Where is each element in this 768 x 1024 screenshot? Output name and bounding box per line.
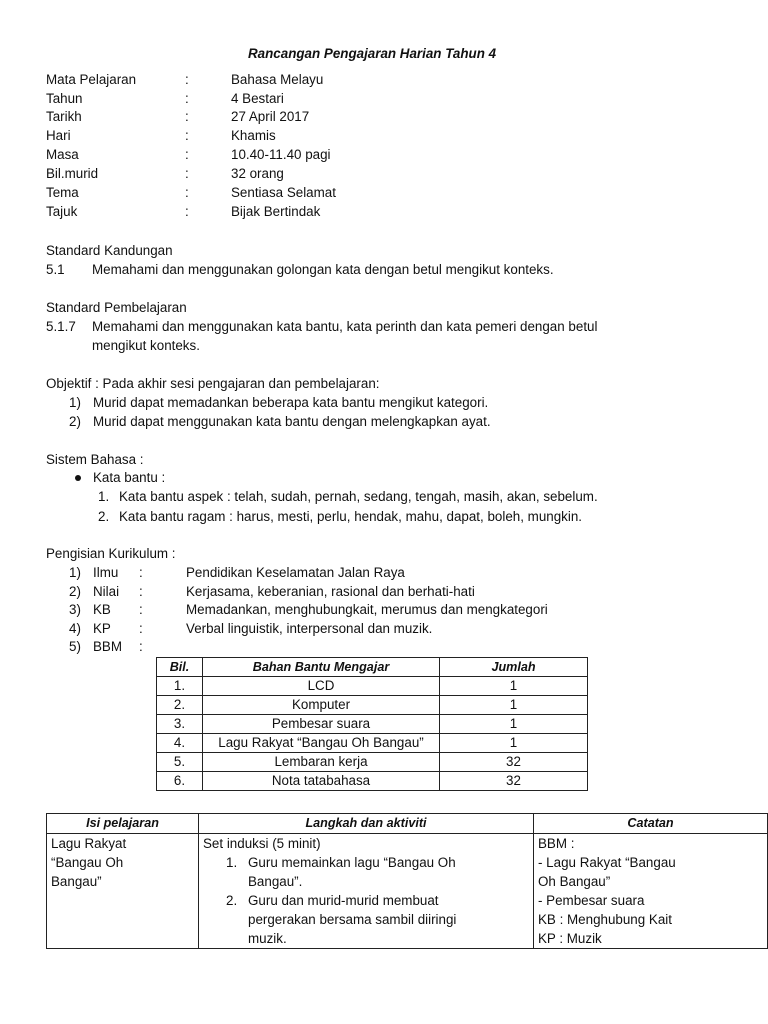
info-label: Hari	[46, 128, 71, 143]
table-cell: Lagu Rakyat “Bangau Oh Bangau”	[203, 734, 440, 753]
table-row	[157, 734, 588, 753]
info-colon: :	[185, 204, 189, 219]
table-cell: 1	[440, 734, 588, 753]
pengisian-num: 2)	[69, 584, 81, 599]
table-header: Bahan Bantu Mengajar	[203, 658, 440, 677]
objektif-num: 2)	[69, 414, 81, 429]
info-row	[46, 204, 446, 223]
isi-cell	[47, 834, 199, 949]
catatan-line: KB : Menghubung Kait	[538, 912, 672, 927]
info-label: Bil.murid	[46, 166, 99, 181]
info-colon: :	[185, 109, 189, 124]
pengisian-value: Pendidikan Keselamatan Jalan Raya	[186, 565, 405, 580]
table-cell: 1	[440, 677, 588, 696]
pengisian-colon: :	[139, 584, 143, 599]
sistem-bahasa-item: Kata bantu ragam : harus, mesti, perlu, hendak, mahu, dapat, boleh, mungkin.	[119, 509, 582, 524]
catatan-line: - Lagu Rakyat “Bangau	[538, 855, 676, 870]
table-cell: Komputer	[203, 696, 440, 715]
table-cell: Lembaran kerja	[203, 753, 440, 772]
pengisian-label: Nilai	[93, 584, 120, 599]
objektif-item: Murid dapat memadankan beberapa kata bantu mengikut kategori.	[93, 395, 489, 410]
standard-pembelajaran-heading: Standard Pembelajaran	[46, 300, 187, 315]
catatan-line: Oh Bangau”	[538, 874, 611, 889]
standard-kandungan-heading: Standard Kandungan	[46, 243, 173, 258]
catatan-cell	[534, 834, 768, 949]
bbm-table	[156, 657, 588, 791]
standard-pembelajaran-num: 5.1.7	[46, 319, 76, 334]
standard-pembelajaran-text: mengikut konteks.	[92, 338, 200, 353]
langkah-cell	[199, 834, 534, 949]
info-value: 27 April 2017	[231, 109, 310, 124]
info-value: Bahasa Melayu	[231, 72, 324, 87]
table-row	[47, 834, 768, 949]
info-label: Mata Pelajaran	[46, 72, 137, 87]
pengisian-num: 3)	[69, 602, 81, 617]
table-row	[157, 772, 588, 791]
info-value: Bijak Bertindak	[231, 204, 321, 219]
pengisian-colon: :	[139, 565, 143, 580]
info-label: Tahun	[46, 91, 83, 106]
info-colon: :	[185, 128, 189, 143]
table-header: Langkah dan aktiviti	[199, 814, 534, 834]
info-row	[46, 128, 446, 147]
info-value: Khamis	[231, 128, 276, 143]
pengisian-colon: :	[139, 602, 143, 617]
catatan-line: BBM :	[538, 836, 575, 851]
info-row	[46, 185, 446, 204]
pengisian-heading: Pengisian Kurikulum :	[46, 546, 176, 561]
info-label: Masa	[46, 147, 79, 162]
langkah-heading: Set induksi (5 minit)	[203, 836, 321, 851]
info-colon: :	[185, 166, 189, 181]
pengisian-value: Kerjasama, keberanian, rasional dan berhati-hati	[186, 584, 475, 599]
langkah-line: muzik.	[248, 931, 287, 946]
table-cell: Pembesar suara	[203, 715, 440, 734]
sistem-bahasa-num: 1.	[98, 489, 110, 504]
langkah-line: Guru memainkan lagu “Bangau Oh	[248, 855, 456, 870]
langkah-line: Guru dan murid-murid membuat	[248, 893, 439, 908]
table-cell: 32	[440, 753, 588, 772]
table-row	[157, 696, 588, 715]
info-value: Sentiasa Selamat	[231, 185, 336, 200]
info-value: 10.40-11.40 pagi	[231, 147, 331, 162]
table-cell: 6.	[157, 772, 203, 791]
pengisian-num: 4)	[69, 621, 81, 636]
catatan-line: KP : Muzik	[538, 931, 602, 946]
table-cell: 4.	[157, 734, 203, 753]
table-header: Jumlah	[440, 658, 588, 677]
pengisian-colon: :	[139, 639, 143, 654]
pengisian-num: 1)	[69, 565, 81, 580]
info-label: Tema	[46, 185, 79, 200]
info-value: 32 orang	[231, 166, 284, 181]
sistem-bahasa-item: Kata bantu aspek : telah, sudah, pernah, sedang, tengah, masih, akan, sebelum.	[119, 489, 598, 504]
table-row	[157, 753, 588, 772]
pengisian-label: BBM	[93, 639, 123, 654]
standard-kandungan-text: Memahami dan menggunakan golongan kata dengan betul mengikut konteks.	[92, 262, 554, 277]
table-header-row	[47, 814, 768, 834]
page-title: Rancangan Pengajaran Harian Tahun 4	[248, 46, 497, 61]
pengisian-label: Ilmu	[93, 565, 119, 580]
table-header: Isi pelajaran	[47, 814, 199, 834]
info-label: Tarikh	[46, 109, 82, 124]
sistem-bahasa-num: 2.	[98, 509, 110, 524]
pengisian-label: KP	[93, 621, 111, 636]
table-row	[157, 715, 588, 734]
pengisian-num: 5)	[69, 639, 81, 654]
sistem-bahasa-heading: Sistem Bahasa :	[46, 452, 144, 467]
table-cell: 1	[440, 715, 588, 734]
bullet-icon	[75, 475, 81, 481]
langkah-line: pergerakan bersama sambil diiringi	[248, 912, 457, 927]
info-row	[46, 72, 446, 91]
info-colon: :	[185, 147, 189, 162]
table-header: Catatan	[534, 814, 768, 834]
table-cell: LCD	[203, 677, 440, 696]
langkah-item	[203, 891, 529, 948]
isi-line: Lagu Rakyat	[51, 836, 127, 851]
objektif-item: Murid dapat menggunakan kata bantu dengan melengkapkan ayat.	[93, 414, 491, 429]
catatan-line: - Pembesar suara	[538, 893, 645, 908]
info-colon: :	[185, 185, 189, 200]
table-header: Bil.	[157, 658, 203, 677]
lesson-table	[46, 813, 768, 949]
info-row	[46, 109, 446, 128]
table-cell: 2.	[157, 696, 203, 715]
table-cell: 3.	[157, 715, 203, 734]
sistem-bahasa-bullet: Kata bantu :	[93, 470, 166, 485]
table-cell: 5.	[157, 753, 203, 772]
pengisian-colon: :	[139, 621, 143, 636]
langkah-num: 2.	[226, 893, 238, 908]
info-value: 4 Bestari	[231, 91, 284, 106]
langkah-line: Bangau”.	[248, 874, 303, 889]
table-cell: Nota tatabahasa	[203, 772, 440, 791]
pengisian-value: Verbal linguistik, interpersonal dan muzik.	[186, 621, 433, 636]
pengisian-label: KB	[93, 602, 111, 617]
table-row	[157, 677, 588, 696]
langkah-item	[203, 853, 529, 891]
langkah-num: 1.	[226, 855, 238, 870]
table-cell: 1	[440, 696, 588, 715]
table-header-row	[157, 658, 588, 677]
objektif-heading: Objektif : Pada akhir sesi pengajaran dan pembelajaran:	[46, 376, 380, 391]
info-row	[46, 147, 446, 166]
objektif-num: 1)	[69, 395, 81, 410]
info-label: Tajuk	[46, 204, 78, 219]
info-row	[46, 166, 446, 185]
standard-pembelajaran-text: Memahami dan menggunakan kata bantu, kata perinth dan kata pemeri dengan betul	[92, 319, 598, 334]
pengisian-value: Memadankan, menghubungkait, merumus dan mengkategori	[186, 602, 548, 617]
info-row	[46, 91, 446, 110]
info-colon: :	[185, 72, 189, 87]
isi-line: “Bangau Oh	[51, 855, 124, 870]
standard-kandungan-num: 5.1	[46, 262, 65, 277]
isi-line: Bangau”	[51, 874, 102, 889]
table-cell: 1.	[157, 677, 203, 696]
info-colon: :	[185, 91, 189, 106]
table-cell: 32	[440, 772, 588, 791]
